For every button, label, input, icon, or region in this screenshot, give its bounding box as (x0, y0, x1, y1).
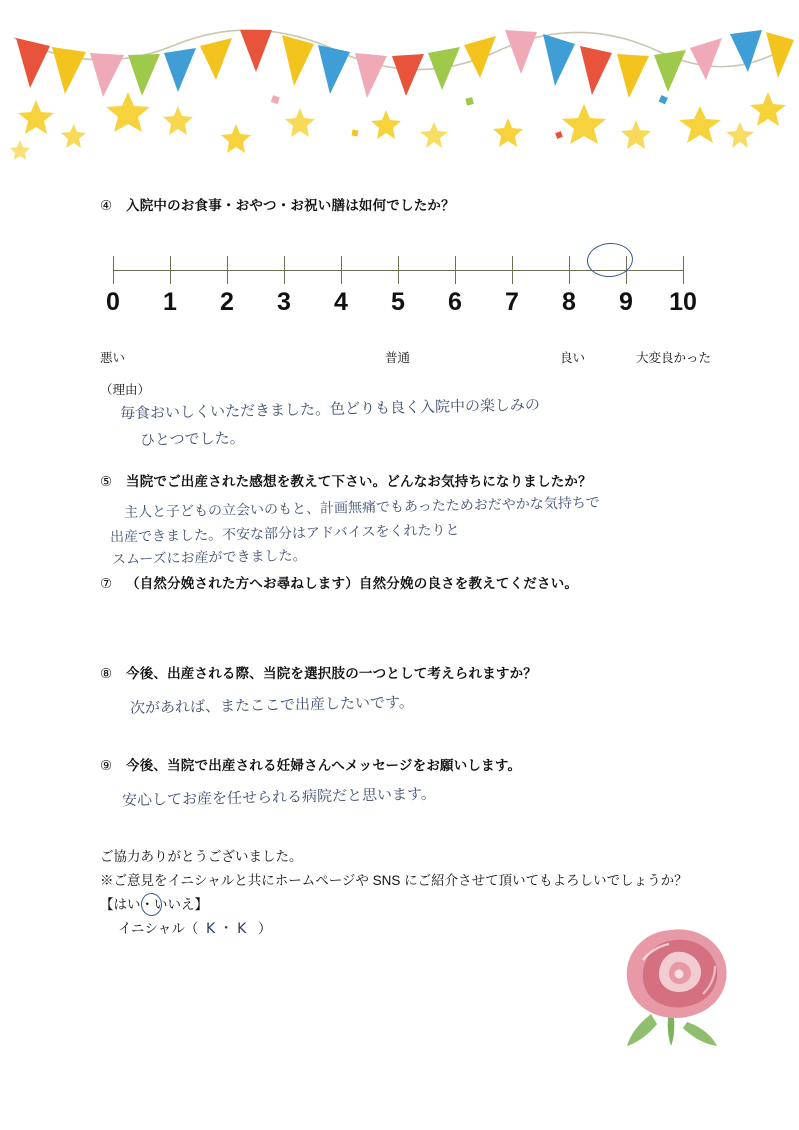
scale-tick-5 (398, 256, 399, 284)
scale-tick-8 (569, 256, 570, 284)
initial-value: K・K (206, 921, 251, 937)
scale-tick-0 (113, 256, 114, 284)
question-4-number: ④ (100, 198, 113, 213)
question-7-text: （自然分娩された方へお尋ねします）自然分娩の良さを教えてください。 (126, 576, 579, 591)
question-5 (100, 472, 592, 492)
answer-q5-line1: 主人と子どもの立会いのもと、計画無痛でもあったためおだやかな気持ちで (123, 495, 600, 521)
banner-decoration (0, 0, 799, 175)
question-8-number: ⑧ (100, 666, 113, 681)
scale-tick-10 (683, 256, 684, 284)
scale-label-1: 1 (163, 288, 177, 316)
scale-label-7: 7 (505, 288, 519, 316)
rose-illustration (591, 918, 751, 1058)
question-4 (100, 196, 455, 216)
answer-q4-line1: 毎食おいしくいただきました。色どりも良く入院中の楽しみの (119, 395, 541, 423)
scale-tick-6 (455, 256, 456, 284)
scale-label-8: 8 (562, 288, 576, 316)
permission-text: ※ご意見をイニシャルと共にホームページや SNS にご紹介させて頂いてもよろしいでしょうか？ (100, 873, 688, 888)
scale-anchor-very-good: 大変良かった (636, 351, 712, 365)
question-9 (100, 756, 521, 776)
question-5-text: 当院でご出産された感想を教えて下さい。どんなお気持ちになりましたか？ (126, 474, 592, 489)
scale-tick-4 (341, 256, 342, 284)
scale-label-3: 3 (277, 288, 291, 316)
initial-label: イニシャル（ (118, 921, 199, 936)
scale-tick-2 (227, 256, 228, 284)
scale-tick-7 (512, 256, 513, 284)
answer-q9-line1: 安心してお産を任せられる病院だと思います。 (121, 784, 436, 810)
reason-label: （理由） (100, 383, 151, 397)
scale-tick-1 (170, 256, 171, 284)
scale-label-2: 2 (220, 288, 234, 316)
thanks-text: ご協力ありがとうございました。 (100, 849, 303, 864)
answer-q5-line3: スムーズにお産ができました。 (111, 547, 307, 569)
scale-anchor-good: 良い (560, 351, 586, 365)
scale-label-0: 0 (106, 288, 120, 316)
answer-q5-line2: 出産できました。不安な部分はアドバイスをくれたりと (109, 522, 460, 546)
question-9-number: ⑨ (100, 758, 113, 773)
scale-label-6: 6 (448, 288, 462, 316)
answer-q4-line2: ひとつでした。 (139, 428, 245, 450)
scale-tick-3 (284, 256, 285, 284)
scale-label-9: 9 (619, 288, 633, 316)
question-7 (100, 574, 578, 594)
question-5-number: ⑤ (100, 474, 113, 489)
question-7-number: ⑦ (100, 576, 113, 591)
consent-choice[interactable]: 【はい・いいえ】 (100, 897, 208, 912)
scale-label-5: 5 (391, 288, 405, 316)
scale-label-10: 10 (669, 288, 697, 316)
scale-anchor-normal: 普通 (385, 351, 411, 365)
scale-label-4: 4 (334, 288, 348, 316)
question-9-text: 今後、当院で出産される妊婦さんへメッセージをお願いします。 (126, 758, 522, 773)
question-8 (100, 664, 537, 684)
scale-anchor-bad: 悪い (100, 351, 126, 365)
initial-close-paren: ） (258, 921, 272, 936)
question-8-text: 今後、出産される際、当院を選択肢の一つとして考えられますか？ (126, 666, 537, 681)
question-4-text: 入院中のお食事・おやつ・お祝い膳は如何でしたか？ (126, 198, 455, 213)
answer-q8-line1: 次があれば、またここで出産したいです。 (129, 693, 414, 717)
